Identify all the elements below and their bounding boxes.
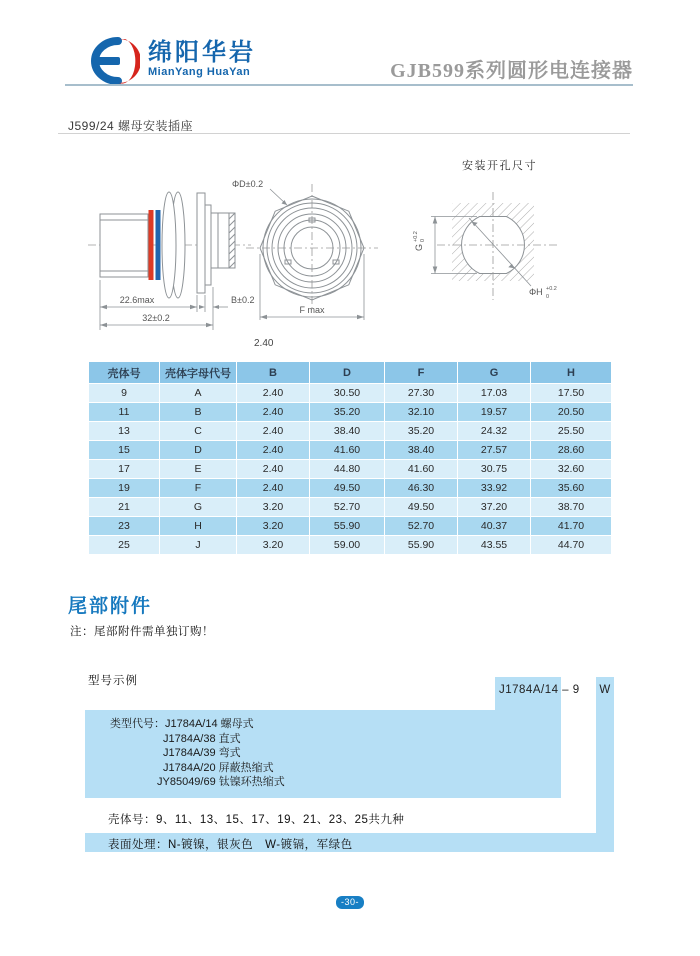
col-header-g: G xyxy=(458,362,530,383)
table-cell: 55.90 xyxy=(310,517,384,535)
table-cell: 21 xyxy=(89,498,159,516)
table-cell: 3.20 xyxy=(237,536,309,554)
table-cell: F xyxy=(160,479,236,497)
finish-code-text: W xyxy=(599,684,611,696)
table-cell: 38.40 xyxy=(310,422,384,440)
table-cell: 38.40 xyxy=(385,441,457,459)
table-cell: 28.60 xyxy=(531,441,611,459)
table-row xyxy=(89,479,611,497)
type-code-item: JY85049/69 钛镍环热缩式 xyxy=(157,776,285,789)
table-header-row xyxy=(89,362,611,383)
col-header-shell-no: 壳体号 xyxy=(89,362,159,383)
dim-g-tol-minus: 0 xyxy=(420,238,426,242)
col-header-b: B xyxy=(237,362,309,383)
company-logo-icon xyxy=(78,36,140,86)
dim-h-tol-minus: 0 xyxy=(546,294,550,300)
table-cell: A xyxy=(160,384,236,402)
table-cell: 35.60 xyxy=(531,479,611,497)
dim-flange-thickness: B±0.2 xyxy=(231,295,255,305)
table-row xyxy=(89,498,611,516)
col-header-shell-letter: 壳体字母代号 xyxy=(160,362,236,383)
table-row xyxy=(89,422,611,440)
table-cell: 19.57 xyxy=(458,403,530,421)
type-code-item: J1784A/38 直式 xyxy=(163,732,241,745)
table-cell: 25 xyxy=(89,536,159,554)
table-cell: 27.30 xyxy=(385,384,457,402)
table-cell: 3.20 xyxy=(237,517,309,535)
table-cell: 2.40 xyxy=(237,479,309,497)
table-cell: 24.32 xyxy=(458,422,530,440)
page-title: GJB599系列圆形电连接器 xyxy=(390,60,633,82)
table-cell: 20.50 xyxy=(531,403,611,421)
table-row xyxy=(89,441,611,459)
table-cell: 9 xyxy=(89,384,159,402)
dim-h-label: ΦH xyxy=(529,287,543,297)
table-cell: C xyxy=(160,422,236,440)
dim-h-tol-plus: +0.2 xyxy=(546,286,557,292)
dim-width: F max xyxy=(299,305,325,315)
table-cell: 2.40 xyxy=(237,422,309,440)
table-cell: 41.60 xyxy=(385,460,457,478)
table-cell: 23 xyxy=(89,517,159,535)
front-view-drawing xyxy=(230,162,415,352)
table-cell: 19 xyxy=(89,479,159,497)
table-cell: 27.57 xyxy=(458,441,530,459)
table-cell: 44.70 xyxy=(531,536,611,554)
table-cell: 17.50 xyxy=(531,384,611,402)
table-cell: 33.92 xyxy=(458,479,530,497)
table-cell: 35.20 xyxy=(385,422,457,440)
company-name-cn: 绵阳华岩 xyxy=(148,39,256,66)
type-code-line xyxy=(110,717,285,732)
table-cell: 43.55 xyxy=(458,536,530,554)
table-cell: 41.60 xyxy=(310,441,384,459)
type-code-list xyxy=(110,717,285,790)
dim-g-tol-plus: +0.2 xyxy=(413,231,419,242)
table-cell: 32.60 xyxy=(531,460,611,478)
company-name-en: MianYang HuaYan xyxy=(148,66,251,78)
table-cell: 2.40 xyxy=(237,384,309,402)
table-cell: 2.40 xyxy=(237,441,309,459)
table-cell: 2.40 xyxy=(237,403,309,421)
tail-section-heading: 尾部附件 xyxy=(68,596,153,617)
dim-g-label: G xyxy=(414,243,424,251)
table-row xyxy=(89,403,611,421)
table-cell: 30.75 xyxy=(458,460,530,478)
table-cell: 32.10 xyxy=(385,403,457,421)
type-code-item: J1784A/20 屏蔽热缩式 xyxy=(163,761,274,774)
table-cell: 52.70 xyxy=(310,498,384,516)
table-cell: 2.40 xyxy=(237,460,309,478)
shell-table-body xyxy=(89,384,611,554)
tail-section-note: 注：尾部附件需单独订购！ xyxy=(70,626,214,638)
drawing-note: 2.40 xyxy=(254,338,274,349)
section-divider xyxy=(58,133,630,134)
shell-number-line: 壳体号：9、11、13、15、17、19、21、23、25共九种 xyxy=(108,814,405,826)
table-row xyxy=(89,517,611,535)
table-cell: 49.50 xyxy=(310,479,384,497)
table-row xyxy=(89,384,611,402)
table-cell: E xyxy=(160,460,236,478)
table-cell: J xyxy=(160,536,236,554)
type-code-item: J1784A/14 螺母式 xyxy=(165,718,254,730)
red-seal-band xyxy=(149,210,154,280)
table-cell: 30.50 xyxy=(310,384,384,402)
table-cell: 15 xyxy=(89,441,159,459)
table-cell: 46.30 xyxy=(385,479,457,497)
table-cell: 35.20 xyxy=(310,403,384,421)
mount-hole-drawing xyxy=(405,148,595,308)
dim-front-length: 22.6max xyxy=(119,295,155,305)
col-header-f: F xyxy=(385,362,457,383)
table-cell: 25.50 xyxy=(531,422,611,440)
table-cell: 41.70 xyxy=(531,517,611,535)
dim-total-length: 32±0.2 xyxy=(142,313,170,323)
logo-text xyxy=(148,40,256,79)
model-example-label: 型号示例 xyxy=(88,675,138,687)
table-cell: 40.37 xyxy=(458,517,530,535)
page-number-badge: -30- xyxy=(336,896,364,909)
table-cell: B xyxy=(160,403,236,421)
table-cell: H xyxy=(160,517,236,535)
header-divider xyxy=(65,84,633,86)
mount-hole-title: 安装开孔尺寸 xyxy=(462,160,537,172)
table-cell: G xyxy=(160,498,236,516)
table-cell: 44.80 xyxy=(310,460,384,478)
table-cell: 59.00 xyxy=(310,536,384,554)
finish-code-bar xyxy=(596,677,614,852)
type-code-item: J1784A/39 弯式 xyxy=(163,747,241,760)
type-code-label: 类型代号： xyxy=(110,718,165,730)
table-cell: 49.50 xyxy=(385,498,457,516)
blue-seal-band xyxy=(156,210,161,280)
table-cell: 3.20 xyxy=(237,498,309,516)
surface-finish-line: 表面处理：N-镀镍，银灰色 W-镀镉，军绿色 xyxy=(108,839,353,851)
dim-diameter: ΦD±0.2 xyxy=(232,179,264,189)
table-cell: 38.70 xyxy=(531,498,611,516)
table-cell: 11 xyxy=(89,403,159,421)
shell-dimensions-table xyxy=(88,361,612,555)
col-header-h: H xyxy=(531,362,611,383)
table-cell: 17.03 xyxy=(458,384,530,402)
table-row xyxy=(89,460,611,478)
table-cell: 13 xyxy=(89,422,159,440)
model-code-text: J1784A/14 – 9 xyxy=(499,684,580,696)
table-cell: 17 xyxy=(89,460,159,478)
table-cell: 55.90 xyxy=(385,536,457,554)
table-cell: D xyxy=(160,441,236,459)
section-title: J599/24 螺母安装插座 xyxy=(68,119,194,133)
table-cell: 52.70 xyxy=(385,517,457,535)
table-cell: 37.20 xyxy=(458,498,530,516)
col-header-d: D xyxy=(310,362,384,383)
table-row xyxy=(89,536,611,554)
